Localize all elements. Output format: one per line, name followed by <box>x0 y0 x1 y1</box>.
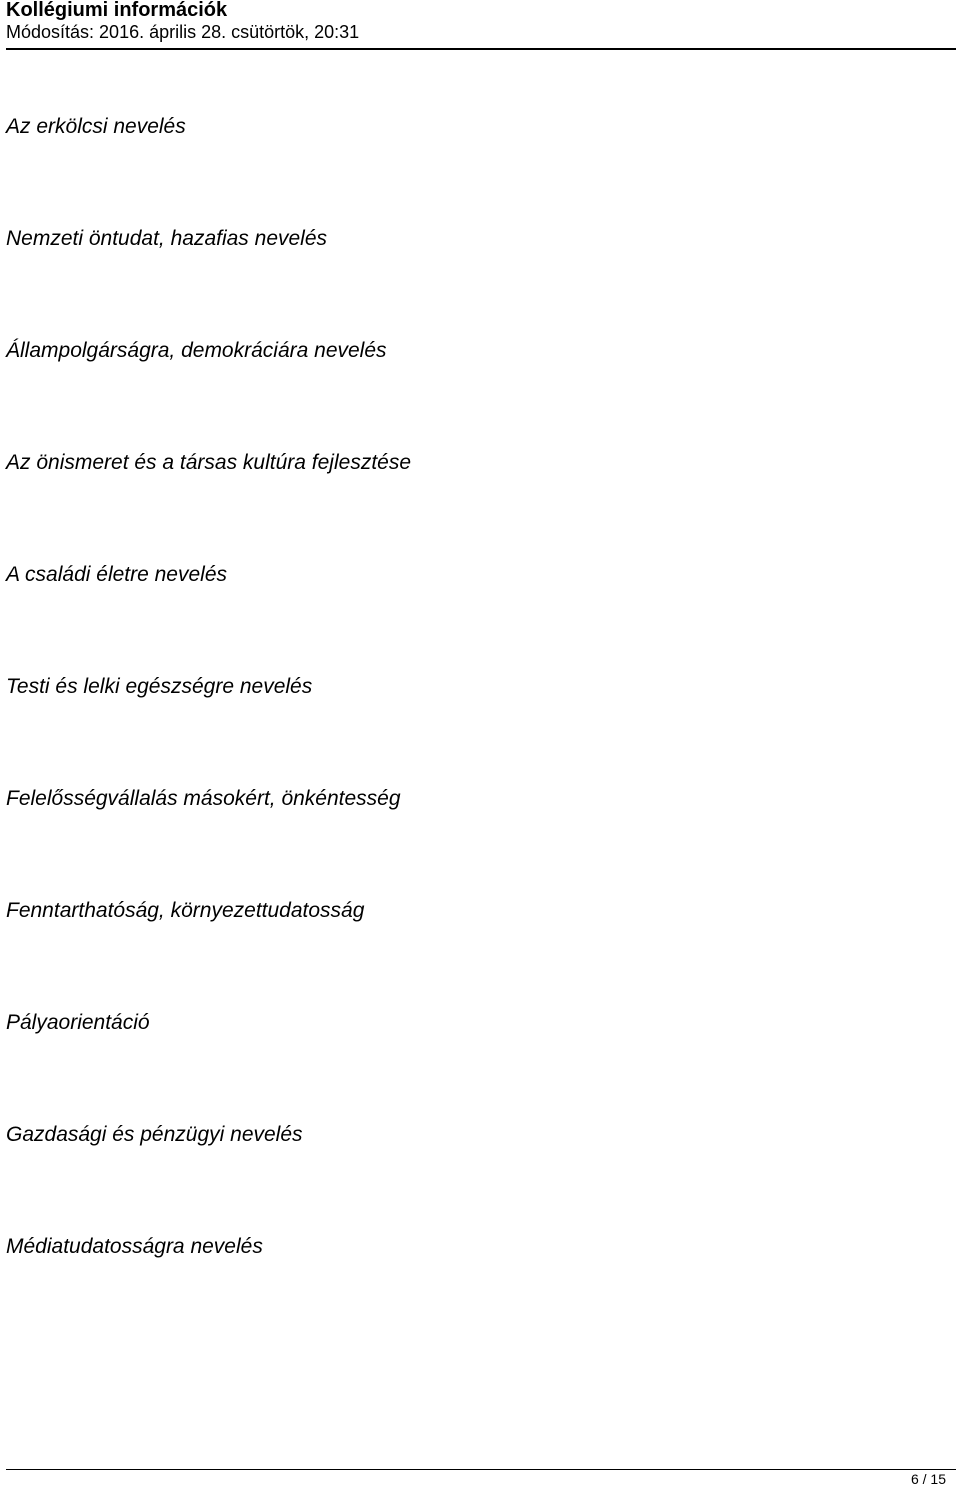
list-item: Az önismeret és a társas kultúra fejlesztése <box>6 451 412 474</box>
document-title: Kollégiumi információk <box>6 0 228 21</box>
list-item: Az erkölcsi nevelés <box>6 115 186 138</box>
page-number: 6 / 15 <box>910 1471 946 1487</box>
footer-divider <box>6 1469 956 1470</box>
modified-date: Módosítás: 2016. április 28. csütörtök, 20:31 <box>6 22 360 42</box>
list-item: Gazdasági és pénzügyi nevelés <box>6 1123 303 1146</box>
list-item: A családi életre nevelés <box>6 563 228 586</box>
list-item: Fenntarthatóság, környezettudatosság <box>6 899 365 922</box>
list-item: Felelősségvállalás másokért, önkéntesség <box>6 787 401 810</box>
list-item: Testi és lelki egészségre nevelés <box>6 675 313 698</box>
list-item: Pályaorientáció <box>6 1011 150 1034</box>
list-item: Nemzeti öntudat, hazafias nevelés <box>6 227 328 250</box>
list-item: Médiatudatosságra nevelés <box>6 1235 263 1258</box>
header-divider <box>6 48 956 50</box>
list-item: Állampolgárságra, demokráciára nevelés <box>6 339 387 362</box>
